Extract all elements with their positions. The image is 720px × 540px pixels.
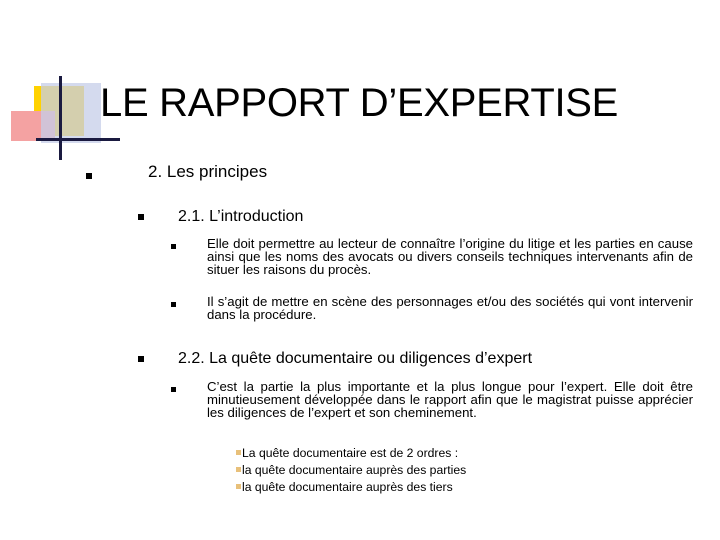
- list-item-text: la quête documentaire auprès des parties: [242, 463, 467, 477]
- list-item: [236, 480, 453, 494]
- list-item: [236, 463, 466, 477]
- slide-title: LE RAPPORT D’EXPERTISE: [100, 81, 619, 125]
- logo-blue-square: [41, 83, 101, 143]
- bullet-square-icon: [138, 356, 144, 362]
- bullet-square-icon: [138, 214, 144, 220]
- small-bullet-icon: [236, 450, 241, 455]
- list-item-text: La quête documentaire est de 2 ordres :: [242, 446, 459, 460]
- paragraph-introduction-1: Elle doit permettre au lecteur de connaître l’origine du litige et les parties en cause ainsi que les noms des avocats ou divers conseils techniques intervenants afin de situer les raisons du procès.: [207, 236, 693, 277]
- bullet-square-icon: [171, 387, 176, 392]
- paragraph-quete-1: C’est la partie la plus importante et la plus longue pour l’expert. Elle doit être minutieusement développée dans le rapport afin que le magistrat puisse apprécier les diligences de l’expert et son cheminement.: [207, 379, 693, 420]
- bullet-square-icon: [171, 244, 176, 249]
- subsection-heading-introduction: 2.1. L’introduction: [178, 208, 304, 225]
- small-bullet-icon: [236, 484, 241, 489]
- section-heading: 2. Les principes: [148, 162, 268, 181]
- bullet-square-icon: [171, 302, 176, 307]
- logo-vertical-line: [59, 76, 62, 160]
- bullet-square-icon: [86, 173, 92, 179]
- list-item-text: la quête documentaire auprès des tiers: [242, 480, 453, 494]
- subsection-heading-quete: 2.2. La quête documentaire ou diligences d’expert: [178, 350, 533, 367]
- small-bullet-icon: [236, 467, 241, 472]
- logo-horizontal-line: [36, 138, 120, 141]
- paragraph-introduction-2: Il s’agit de mettre en scène des personnages et/ou des sociétés qui vont intervenir dans la procédure.: [207, 294, 693, 322]
- list-item: [236, 446, 458, 460]
